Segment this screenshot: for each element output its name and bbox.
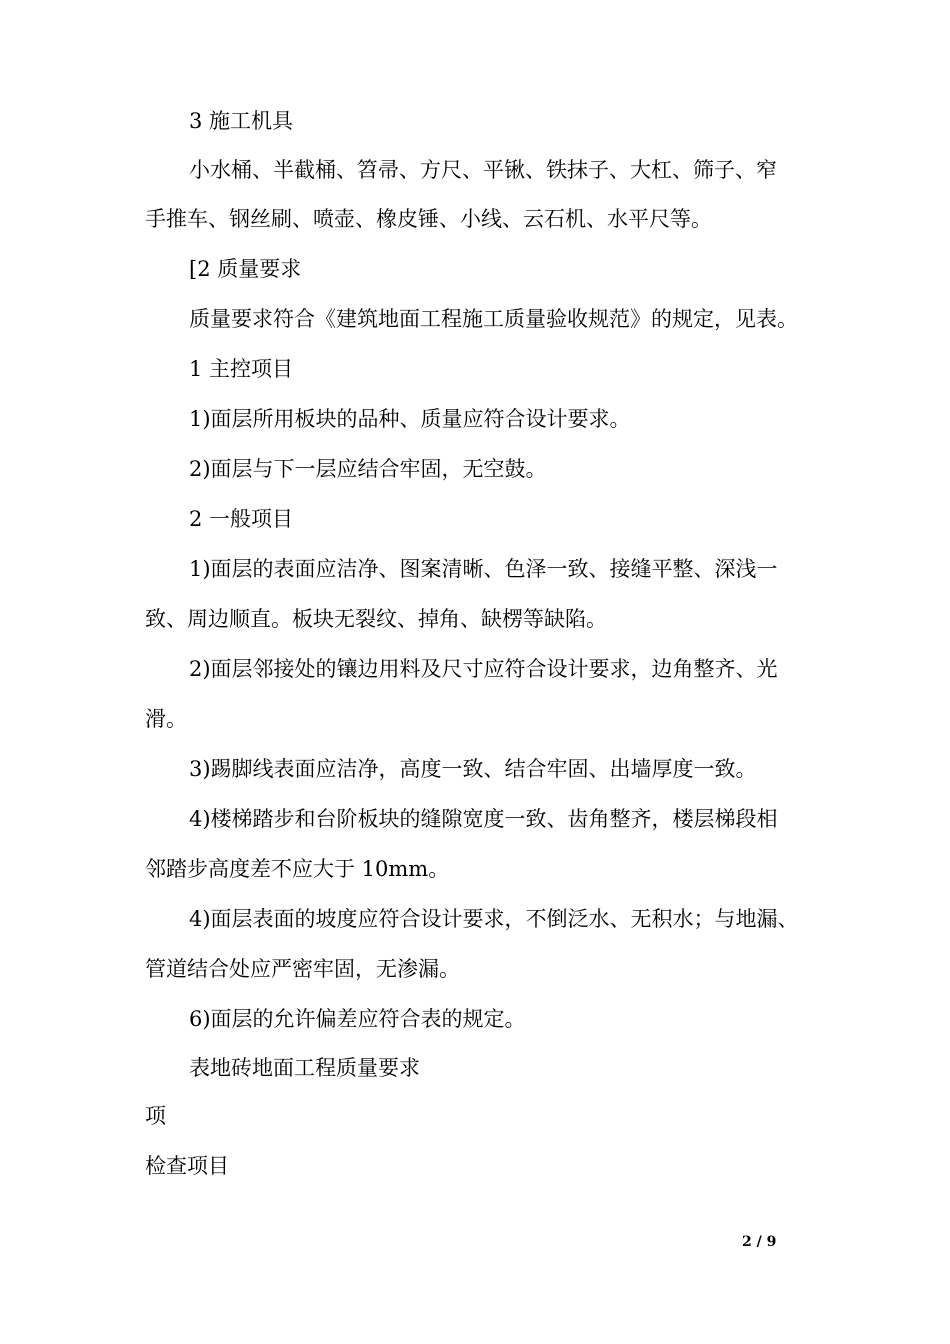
table-caption: 表地砖地面工程质量要求 bbox=[189, 1056, 420, 1080]
paragraph-line: 手推车、钢丝刷、喷壶、橡皮锤、小线、云石机、水平尺等。 bbox=[145, 207, 712, 231]
subheading-general-items: 2 一般项目 bbox=[189, 507, 294, 531]
paragraph-line: 2)面层与下一层应结合牢固，无空鼓。 bbox=[189, 457, 547, 481]
paragraph-line: 6)面层的允许偏差应符合表的规定。 bbox=[189, 1007, 526, 1031]
paragraph-line: 邻踏步高度差不应大于 10mm。 bbox=[145, 857, 450, 881]
paragraph-line: 管道结合处应严密牢固，无渗漏。 bbox=[145, 957, 460, 981]
paragraph-line: 4)面层表面的坡度应符合设计要求，不倒泛水、无积水；与地漏、 bbox=[189, 907, 799, 931]
section-heading-tools: 3 施工机具 bbox=[189, 109, 294, 133]
table-header-cell: 检查项目 bbox=[145, 1154, 229, 1178]
paragraph-line: 4)楼梯踏步和台阶板块的缝隙宽度一致、齿角整齐，楼层梯段相 bbox=[189, 807, 778, 831]
paragraph-line: 1)面层所用板块的品种、质量应符合设计要求。 bbox=[189, 407, 631, 431]
paragraph-line: 小水桶、半截桶、笤帚、方尺、平锹、铁抹子、大杠、筛子、窄 bbox=[189, 158, 777, 182]
paragraph-line: 滑。 bbox=[145, 707, 187, 731]
paragraph-line: 质量要求符合《建筑地面工程施工质量验收规范》的规定，见表。 bbox=[189, 307, 798, 331]
paragraph-line: 2)面层邻接处的镶边用料及尺寸应符合设计要求，边角整齐、光 bbox=[189, 657, 778, 681]
paragraph-line: 1)面层的表面应洁净、图案清晰、色泽一致、接缝平整、深浅一 bbox=[189, 557, 778, 581]
section-heading-quality: [2 质量要求 bbox=[189, 257, 302, 281]
paragraph-line: 致、周边顺直。板块无裂纹、掉角、缺楞等缺陷。 bbox=[145, 607, 607, 631]
paragraph-line: 3)踢脚线表面应洁净，高度一致、结合牢固、出墙厚度一致。 bbox=[189, 757, 757, 781]
subheading-main-items: 1 主控项目 bbox=[189, 357, 294, 381]
page-number: 2 / 9 bbox=[742, 1234, 777, 1250]
table-header-cell: 项 bbox=[145, 1104, 166, 1128]
